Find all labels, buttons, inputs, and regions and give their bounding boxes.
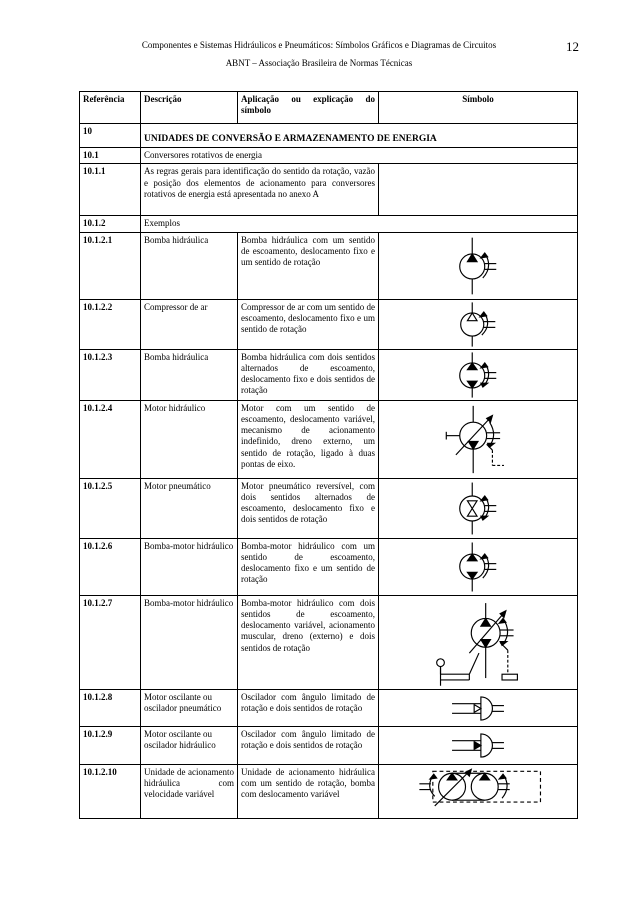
subsection-ref: 10.1 [80, 148, 141, 164]
table-row [80, 232, 578, 299]
running-header-subtitle: ABNT – Associação Brasileira de Normas Técnicas [225, 58, 413, 68]
section-row [80, 124, 578, 148]
row-ref: 10.1.2.7 [80, 595, 141, 689]
pump-motor-icon [379, 539, 577, 595]
row-desc: Compressor de ar [141, 299, 238, 349]
row-desc: Motor oscilante ou oscilador hidráulico [141, 726, 238, 764]
row-app: Bomba-motor hidráulico com dois sentidos de escoamento, deslocamento variável, acionamento muscular, dreno (externo) e dois sentidos de rotação [238, 595, 379, 689]
examples-row [80, 216, 578, 232]
row-app: Bomba hidráulica com um sentido de escoamento, deslocamento fixo e um sentido de rotação [238, 232, 379, 299]
table-header-row [80, 92, 578, 124]
col-header-app: Aplicação ou explicação do símbolo [238, 92, 379, 124]
row-app: Bomba-motor hidráulico com um sentido de escoamento, deslocamento fixo e um sentido de rotação [238, 538, 379, 595]
hydrostatic-drive-icon [379, 765, 577, 818]
row-app: Compressor de ar com um sentido de escoamento, deslocamento fixo e um sentido de rotação [238, 299, 379, 349]
row-desc: Bomba-motor hidráulico [141, 538, 238, 595]
row-app: Oscilador com ângulo limitado de rotação e dois sentidos de rotação [238, 689, 379, 726]
row-app: Oscilador com ângulo limitado de rotação e dois sentidos de rotação [238, 726, 379, 764]
section-ref: 10 [80, 124, 141, 148]
subsection-text: Conversores rotativos de energia [141, 148, 578, 164]
col-header-ref: Referência [80, 92, 141, 124]
row-desc: Unidade de acionamento hidráulica com velocidade variável [141, 764, 238, 818]
row-ref: 10.1.2.9 [80, 726, 141, 764]
row-ref: 10.1.2.10 [80, 764, 141, 818]
subsection-row [80, 148, 578, 164]
hydraulic-oscillator-icon [379, 727, 577, 764]
row-desc: Motor pneumático [141, 478, 238, 538]
variable-pump-motor-icon [379, 596, 577, 689]
row-desc: Motor oscilante ou oscilador pneumático [141, 689, 238, 726]
symbols-table [79, 91, 578, 819]
rules-ref: 10.1.1 [80, 164, 141, 216]
row-app: Motor com um sentido de escoamento, deslocamento variável, mecanismo de acionamento indefinido, dreno externo, um sentido de rotação, ligado à duas pontas de eixo. [238, 400, 379, 478]
page-number: 12 [566, 39, 579, 54]
table-row [80, 595, 578, 689]
pneumatic-motor-icon [379, 479, 577, 538]
running-header-title: Componentes e Sistemas Hidráulicos e Pneumáticos: Símbolos Gráficos e Diagramas de Circuitos [141, 40, 497, 50]
table-row [80, 726, 578, 764]
row-desc: Bomba hidráulica [141, 232, 238, 299]
row-ref: 10.1.2.1 [80, 232, 141, 299]
examples-ref: 10.1.2 [80, 216, 141, 232]
table-row [80, 349, 578, 400]
hydraulic-pump-icon [379, 233, 577, 299]
table-row [80, 538, 578, 595]
row-ref: 10.1.2.4 [80, 400, 141, 478]
row-app: Motor pneumático reversível, com dois sentidos alternados de escoamento, deslocamento fixo e dois sentidos de rotação [238, 478, 379, 538]
row-ref: 10.1.2.5 [80, 478, 141, 538]
col-header-symbol: Símbolo [379, 92, 578, 124]
pneumatic-oscillator-icon [379, 690, 577, 726]
row-ref: 10.1.2.3 [80, 349, 141, 400]
row-desc: Bomba-motor hidráulico [141, 595, 238, 689]
table-row [80, 478, 578, 538]
examples-text: Exemplos [141, 216, 578, 232]
row-desc: Bomba hidráulica [141, 349, 238, 400]
table-row [80, 400, 578, 478]
row-ref: 10.1.2.6 [80, 538, 141, 595]
row-app: Bomba hidráulica com dois sentidos alternados de escoamento, deslocamento fixo e dois sentidos de rotação [238, 349, 379, 400]
row-ref: 10.1.2.2 [80, 299, 141, 349]
section-title: UNIDADES DE CONVERSÃO E ARMAZENAMENTO DE ENERGIA [141, 124, 578, 148]
rules-row [80, 164, 578, 216]
variable-hydraulic-motor-icon [379, 401, 577, 478]
row-ref: 10.1.2.8 [80, 689, 141, 726]
table-row [80, 299, 578, 349]
rules-text: As regras gerais para identificação do sentido da rotação, vazão e posição dos elementos de acionamento para conversores rotativos de energia está apresentada no anexo A [141, 164, 379, 216]
air-compressor-icon [379, 300, 577, 349]
table-row [80, 764, 578, 818]
table-row [80, 689, 578, 726]
col-header-desc: Descrição [141, 92, 238, 124]
row-desc: Motor hidráulico [141, 400, 238, 478]
row-app: Unidade de acionamento hidráulica com um sentido de rotação, bomba com deslocamento variável [238, 764, 379, 818]
bidirectional-pump-icon [379, 350, 577, 400]
